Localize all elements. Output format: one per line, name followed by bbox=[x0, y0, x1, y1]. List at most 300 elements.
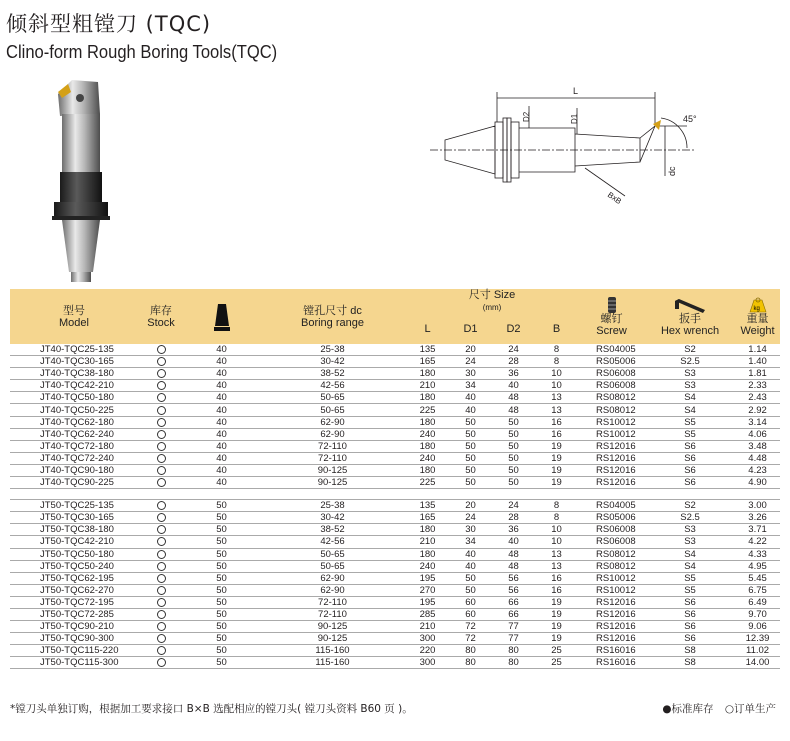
cell-wrench: S4 bbox=[645, 404, 735, 416]
cell-model: JT50-TQC50-240 bbox=[10, 560, 138, 572]
cell-stock bbox=[138, 548, 184, 560]
cell-L: 240 bbox=[406, 452, 449, 464]
table-row bbox=[10, 548, 780, 560]
cell-taper: 50 bbox=[184, 572, 259, 584]
cell-screw: RS12016 bbox=[578, 464, 645, 476]
cell-screw: RS12016 bbox=[578, 440, 645, 452]
col-screw bbox=[578, 289, 645, 344]
cell-taper: 50 bbox=[184, 608, 259, 620]
table-row bbox=[10, 452, 780, 464]
cell-D2: 66 bbox=[492, 596, 535, 608]
table-row bbox=[10, 536, 780, 548]
cell-D1: 30 bbox=[449, 368, 492, 380]
cell-D2: 50 bbox=[492, 416, 535, 428]
table-row bbox=[10, 500, 780, 512]
cell-wrench: S6 bbox=[645, 440, 735, 452]
table-row bbox=[10, 560, 780, 572]
cell-B: 19 bbox=[535, 440, 578, 452]
cell-taper: 40 bbox=[184, 464, 259, 476]
cell-screw: RS16016 bbox=[578, 645, 645, 657]
legend-standard-label: 标准库存 bbox=[671, 703, 714, 715]
cell-model: JT40-TQC50-225 bbox=[10, 404, 138, 416]
cell-boring-range: 62-90 bbox=[259, 416, 406, 428]
cell-screw: RS06008 bbox=[578, 536, 645, 548]
cell-B: 8 bbox=[535, 356, 578, 368]
label-bxb: BxB bbox=[605, 190, 624, 207]
cell-boring-range: 50-65 bbox=[259, 548, 406, 560]
cell-B: 10 bbox=[535, 536, 578, 548]
cell-B: 19 bbox=[535, 464, 578, 476]
cell-weight: 2.92 bbox=[735, 404, 780, 416]
cell-wrench: S5 bbox=[645, 428, 735, 440]
cell-D2: 77 bbox=[492, 621, 535, 633]
cell-model: JT40-TQC30-165 bbox=[10, 356, 138, 368]
model-cn: 型号 bbox=[63, 304, 85, 317]
cell-D1: 50 bbox=[449, 452, 492, 464]
cell-model: JT50-TQC115-220 bbox=[10, 645, 138, 657]
cell-D2: 48 bbox=[492, 404, 535, 416]
cell-B: 8 bbox=[535, 512, 578, 524]
cell-D1: 50 bbox=[449, 428, 492, 440]
model-en: Model bbox=[59, 316, 89, 329]
cell-L: 180 bbox=[406, 368, 449, 380]
cell-screw: RS08012 bbox=[578, 548, 645, 560]
cell-D1: 50 bbox=[449, 464, 492, 476]
cell-taper: 40 bbox=[184, 392, 259, 404]
col-taper bbox=[184, 289, 259, 344]
size-cn: 尺寸 Size bbox=[468, 289, 516, 301]
table-row bbox=[10, 477, 780, 489]
cell-screw: RS10012 bbox=[578, 428, 645, 440]
stock-order-icon bbox=[157, 574, 166, 583]
cell-D2: 24 bbox=[492, 500, 535, 512]
stock-order-icon bbox=[157, 345, 166, 354]
cell-model: JT50-TQC90-210 bbox=[10, 621, 138, 633]
cell-model: JT40-TQC25-135 bbox=[10, 344, 138, 356]
cell-stock bbox=[138, 500, 184, 512]
cell-model: JT50-TQC90-300 bbox=[10, 633, 138, 645]
cell-stock bbox=[138, 584, 184, 596]
cell-taper: 50 bbox=[184, 621, 259, 633]
stock-order-icon bbox=[157, 586, 166, 595]
cell-screw: RS12016 bbox=[578, 621, 645, 633]
cell-boring-range: 25-38 bbox=[259, 500, 406, 512]
cell-stock bbox=[138, 392, 184, 404]
cell-boring-range: 72-110 bbox=[259, 440, 406, 452]
size-unit: (mm) bbox=[482, 303, 502, 312]
cell-stock bbox=[138, 464, 184, 476]
cell-taper: 50 bbox=[184, 548, 259, 560]
cell-D1: 50 bbox=[449, 440, 492, 452]
cell-boring-range: 72-110 bbox=[259, 596, 406, 608]
cell-model: JT40-TQC38-180 bbox=[10, 368, 138, 380]
cell-B: 19 bbox=[535, 452, 578, 464]
table-row bbox=[10, 368, 780, 380]
cell-screw: RS06008 bbox=[578, 368, 645, 380]
cell-screw: RS06008 bbox=[578, 524, 645, 536]
cell-L: 165 bbox=[406, 356, 449, 368]
cell-boring-range: 72-110 bbox=[259, 608, 406, 620]
cell-wrench: S5 bbox=[645, 572, 735, 584]
cell-screw: RS12016 bbox=[578, 596, 645, 608]
cell-D2: 48 bbox=[492, 392, 535, 404]
stock-order-icon bbox=[157, 646, 166, 655]
cell-B: 25 bbox=[535, 657, 578, 669]
cell-D1: 50 bbox=[449, 584, 492, 596]
cell-weight: 4.22 bbox=[735, 536, 780, 548]
cell-screw: RS10012 bbox=[578, 572, 645, 584]
cell-weight: 9.70 bbox=[735, 608, 780, 620]
table-row bbox=[10, 344, 780, 356]
stock-order-icon bbox=[157, 658, 166, 667]
col-stock bbox=[138, 289, 184, 344]
col-D1: D1 bbox=[449, 314, 492, 344]
cell-stock bbox=[138, 404, 184, 416]
cell-weight: 4.33 bbox=[735, 548, 780, 560]
col-model bbox=[10, 289, 138, 344]
cell-screw: RS12016 bbox=[578, 477, 645, 489]
col-wrench bbox=[645, 289, 735, 344]
cell-D2: 36 bbox=[492, 524, 535, 536]
cell-L: 240 bbox=[406, 428, 449, 440]
col-boring-range bbox=[259, 289, 406, 344]
stock-order-icon bbox=[157, 610, 166, 619]
cell-D2: 50 bbox=[492, 440, 535, 452]
cell-weight: 3.71 bbox=[735, 524, 780, 536]
cell-weight: 4.90 bbox=[735, 477, 780, 489]
weight-cn: 重量 bbox=[746, 312, 769, 325]
cell-D1: 40 bbox=[449, 392, 492, 404]
table-row bbox=[10, 416, 780, 428]
cell-stock bbox=[138, 524, 184, 536]
wrench-cn: 扳手 bbox=[679, 312, 702, 325]
cell-stock bbox=[138, 512, 184, 524]
table-row bbox=[10, 464, 780, 476]
cell-model: JT40-TQC72-180 bbox=[10, 440, 138, 452]
stock-cn: 库存 bbox=[150, 304, 172, 317]
cell-taper: 50 bbox=[184, 560, 259, 572]
cell-stock bbox=[138, 621, 184, 633]
cell-wrench: S5 bbox=[645, 584, 735, 596]
cell-weight: 3.14 bbox=[735, 416, 780, 428]
cell-B: 13 bbox=[535, 560, 578, 572]
cell-boring-range: 115-160 bbox=[259, 645, 406, 657]
cell-weight: 5.45 bbox=[735, 572, 780, 584]
cell-L: 165 bbox=[406, 512, 449, 524]
cell-model: JT50-TQC62-270 bbox=[10, 584, 138, 596]
stock-order-icon bbox=[157, 562, 166, 571]
cell-taper: 40 bbox=[184, 380, 259, 392]
table-header-row-1 bbox=[10, 289, 780, 314]
cell-D2: 36 bbox=[492, 368, 535, 380]
cell-B: 19 bbox=[535, 596, 578, 608]
cell-B: 19 bbox=[535, 608, 578, 620]
cell-boring-range: 115-160 bbox=[259, 657, 406, 669]
cell-D1: 72 bbox=[449, 633, 492, 645]
stock-order-icon bbox=[157, 550, 166, 559]
cell-D2: 28 bbox=[492, 356, 535, 368]
cell-D2: 50 bbox=[492, 452, 535, 464]
cell-stock bbox=[138, 633, 184, 645]
weight-icon bbox=[749, 297, 767, 313]
table-row bbox=[10, 657, 780, 669]
cell-D1: 72 bbox=[449, 621, 492, 633]
cell-model: JT40-TQC72-240 bbox=[10, 452, 138, 464]
cell-weight: 9.06 bbox=[735, 621, 780, 633]
cell-wrench: S2 bbox=[645, 344, 735, 356]
cell-wrench: S6 bbox=[645, 608, 735, 620]
cell-boring-range: 90-125 bbox=[259, 477, 406, 489]
cell-L: 240 bbox=[406, 560, 449, 572]
cell-taper: 40 bbox=[184, 440, 259, 452]
cell-L: 195 bbox=[406, 596, 449, 608]
table-row bbox=[10, 392, 780, 404]
label-L: L bbox=[573, 86, 579, 96]
wrench-en: Hex wrench bbox=[660, 324, 720, 337]
cell-stock bbox=[138, 536, 184, 548]
cell-screw: RS05006 bbox=[578, 356, 645, 368]
table-row bbox=[10, 524, 780, 536]
cell-wrench: S6 bbox=[645, 633, 735, 645]
cell-L: 300 bbox=[406, 657, 449, 669]
cell-D1: 40 bbox=[449, 548, 492, 560]
col-weight bbox=[735, 289, 780, 344]
cell-B: 10 bbox=[535, 368, 578, 380]
cell-weight: 1.14 bbox=[735, 344, 780, 356]
cell-boring-range: 62-90 bbox=[259, 572, 406, 584]
table-row bbox=[10, 572, 780, 584]
cell-B: 13 bbox=[535, 548, 578, 560]
cell-B: 25 bbox=[535, 645, 578, 657]
cell-boring-range: 90-125 bbox=[259, 464, 406, 476]
legend-standard-symbol: ● bbox=[662, 703, 672, 715]
page-title-en: Clino-form Rough Boring Tools(TQC) bbox=[6, 42, 278, 62]
cell-D2: 77 bbox=[492, 633, 535, 645]
cell-weight: 4.95 bbox=[735, 560, 780, 572]
cell-taper: 40 bbox=[184, 428, 259, 440]
cell-weight: 6.49 bbox=[735, 596, 780, 608]
table-row bbox=[10, 380, 780, 392]
stock-order-icon bbox=[157, 406, 166, 415]
spec-table bbox=[10, 289, 780, 669]
cell-taper: 50 bbox=[184, 524, 259, 536]
stock-order-icon bbox=[157, 418, 166, 427]
cell-boring-range: 50-65 bbox=[259, 560, 406, 572]
cell-boring-range: 62-90 bbox=[259, 428, 406, 440]
col-D2: D2 bbox=[492, 314, 535, 344]
cell-screw: RS06008 bbox=[578, 380, 645, 392]
stock-order-icon bbox=[157, 454, 166, 463]
cell-model: JT40-TQC90-180 bbox=[10, 464, 138, 476]
cell-D2: 50 bbox=[492, 477, 535, 489]
table-row bbox=[10, 356, 780, 368]
cell-D2: 50 bbox=[492, 428, 535, 440]
cell-weight: 12.39 bbox=[735, 633, 780, 645]
cell-taper: 40 bbox=[184, 477, 259, 489]
cell-D2: 50 bbox=[492, 464, 535, 476]
table-body bbox=[10, 344, 780, 669]
cell-D1: 20 bbox=[449, 344, 492, 356]
cell-taper: 40 bbox=[184, 356, 259, 368]
cell-model: JT40-TQC90-225 bbox=[10, 477, 138, 489]
cell-D2: 24 bbox=[492, 344, 535, 356]
stock-order-icon bbox=[157, 357, 166, 366]
cell-taper: 40 bbox=[184, 368, 259, 380]
cell-stock bbox=[138, 356, 184, 368]
cell-D1: 50 bbox=[449, 572, 492, 584]
stock-order-icon bbox=[157, 442, 166, 451]
cell-L: 180 bbox=[406, 440, 449, 452]
cell-weight: 2.43 bbox=[735, 392, 780, 404]
cell-screw: RS12016 bbox=[578, 608, 645, 620]
stock-order-icon bbox=[157, 478, 166, 487]
cell-model: JT40-TQC50-180 bbox=[10, 392, 138, 404]
cell-stock bbox=[138, 368, 184, 380]
col-B: B bbox=[535, 314, 578, 344]
label-angle: 45° bbox=[683, 114, 697, 124]
cell-taper: 50 bbox=[184, 500, 259, 512]
table-row bbox=[10, 645, 780, 657]
cell-D2: 48 bbox=[492, 548, 535, 560]
cell-wrench: S3 bbox=[645, 368, 735, 380]
cell-screw: RS08012 bbox=[578, 392, 645, 404]
stock-order-icon bbox=[157, 381, 166, 390]
svg-text:kg: kg bbox=[753, 305, 760, 312]
cell-L: 285 bbox=[406, 608, 449, 620]
cell-wrench: S4 bbox=[645, 392, 735, 404]
cell-screw: RS10012 bbox=[578, 416, 645, 428]
range-cn: 镗孔尺寸 dc bbox=[303, 304, 362, 317]
cell-L: 180 bbox=[406, 392, 449, 404]
cell-weight: 4.06 bbox=[735, 428, 780, 440]
stock-order-icon bbox=[157, 393, 166, 402]
cell-D1: 40 bbox=[449, 560, 492, 572]
cell-stock bbox=[138, 440, 184, 452]
stock-order-icon bbox=[157, 525, 166, 534]
cell-boring-range: 72-110 bbox=[259, 452, 406, 464]
cell-D2: 80 bbox=[492, 645, 535, 657]
cell-B: 16 bbox=[535, 428, 578, 440]
cell-wrench: S4 bbox=[645, 560, 735, 572]
weight-en: Weight bbox=[740, 324, 775, 337]
cell-model: JT50-TQC72-285 bbox=[10, 608, 138, 620]
cell-model: JT50-TQC115-300 bbox=[10, 657, 138, 669]
cell-weight: 14.00 bbox=[735, 657, 780, 669]
cell-B: 13 bbox=[535, 392, 578, 404]
cell-B: 10 bbox=[535, 524, 578, 536]
cell-taper: 40 bbox=[184, 416, 259, 428]
cell-L: 195 bbox=[406, 572, 449, 584]
cell-stock bbox=[138, 380, 184, 392]
cell-boring-range: 38-52 bbox=[259, 524, 406, 536]
col-size-group bbox=[406, 289, 578, 314]
cell-D1: 24 bbox=[449, 356, 492, 368]
stock-order-icon bbox=[157, 537, 166, 546]
cell-screw: RS12016 bbox=[578, 452, 645, 464]
table-row bbox=[10, 512, 780, 524]
cell-wrench: S8 bbox=[645, 657, 735, 669]
cell-model: JT50-TQC25-135 bbox=[10, 500, 138, 512]
cell-screw: RS12016 bbox=[578, 633, 645, 645]
cell-D2: 28 bbox=[492, 512, 535, 524]
cell-D1: 24 bbox=[449, 512, 492, 524]
cell-wrench: S6 bbox=[645, 596, 735, 608]
table-group-separator bbox=[10, 489, 780, 500]
cell-L: 210 bbox=[406, 536, 449, 548]
cell-model: JT50-TQC72-195 bbox=[10, 596, 138, 608]
cell-D2: 66 bbox=[492, 608, 535, 620]
cell-boring-range: 30-42 bbox=[259, 356, 406, 368]
cell-taper: 50 bbox=[184, 584, 259, 596]
table-row bbox=[10, 440, 780, 452]
cell-L: 135 bbox=[406, 500, 449, 512]
cell-model: JT50-TQC38-180 bbox=[10, 524, 138, 536]
cell-D1: 60 bbox=[449, 608, 492, 620]
cell-D1: 20 bbox=[449, 500, 492, 512]
cell-model: JT40-TQC62-180 bbox=[10, 416, 138, 428]
cell-model: JT40-TQC42-210 bbox=[10, 380, 138, 392]
table-row bbox=[10, 404, 780, 416]
cell-wrench: S2.5 bbox=[645, 512, 735, 524]
cell-boring-range: 90-125 bbox=[259, 633, 406, 645]
cell-boring-range: 42-56 bbox=[259, 380, 406, 392]
cell-taper: 50 bbox=[184, 536, 259, 548]
cell-wrench: S6 bbox=[645, 621, 735, 633]
cell-taper: 40 bbox=[184, 344, 259, 356]
stock-legend bbox=[658, 701, 776, 716]
col-L: L bbox=[406, 314, 449, 344]
cell-B: 19 bbox=[535, 477, 578, 489]
taper-icon bbox=[214, 302, 230, 332]
stock-order-icon bbox=[157, 369, 166, 378]
label-D1: D1 bbox=[570, 113, 579, 124]
stock-order-icon bbox=[157, 634, 166, 643]
hex-wrench-icon bbox=[673, 297, 707, 313]
table-row bbox=[10, 633, 780, 645]
cell-D1: 80 bbox=[449, 657, 492, 669]
cell-taper: 40 bbox=[184, 404, 259, 416]
screw-en: Screw bbox=[596, 324, 627, 337]
label-D2: D2 bbox=[522, 111, 531, 122]
cell-taper: 50 bbox=[184, 645, 259, 657]
cell-D2: 56 bbox=[492, 584, 535, 596]
table-row bbox=[10, 596, 780, 608]
cell-wrench: S3 bbox=[645, 524, 735, 536]
cell-weight: 11.02 bbox=[735, 645, 780, 657]
screw-icon bbox=[607, 297, 617, 313]
table-row bbox=[10, 428, 780, 440]
table-row bbox=[10, 621, 780, 633]
cell-B: 16 bbox=[535, 416, 578, 428]
cell-B: 19 bbox=[535, 633, 578, 645]
stock-order-icon bbox=[157, 430, 166, 439]
legend-order-symbol: ○ bbox=[724, 703, 734, 715]
cell-screw: RS04005 bbox=[578, 344, 645, 356]
cell-stock bbox=[138, 477, 184, 489]
cell-D1: 34 bbox=[449, 380, 492, 392]
cell-wrench: S2 bbox=[645, 500, 735, 512]
cell-L: 225 bbox=[406, 404, 449, 416]
cell-wrench: S6 bbox=[645, 477, 735, 489]
range-en: Boring range bbox=[301, 316, 364, 329]
cell-screw: RS16016 bbox=[578, 657, 645, 669]
cell-wrench: S3 bbox=[645, 380, 735, 392]
cell-weight: 1.81 bbox=[735, 368, 780, 380]
cell-D1: 40 bbox=[449, 404, 492, 416]
cell-stock bbox=[138, 452, 184, 464]
cell-L: 225 bbox=[406, 477, 449, 489]
cell-screw: RS08012 bbox=[578, 560, 645, 572]
